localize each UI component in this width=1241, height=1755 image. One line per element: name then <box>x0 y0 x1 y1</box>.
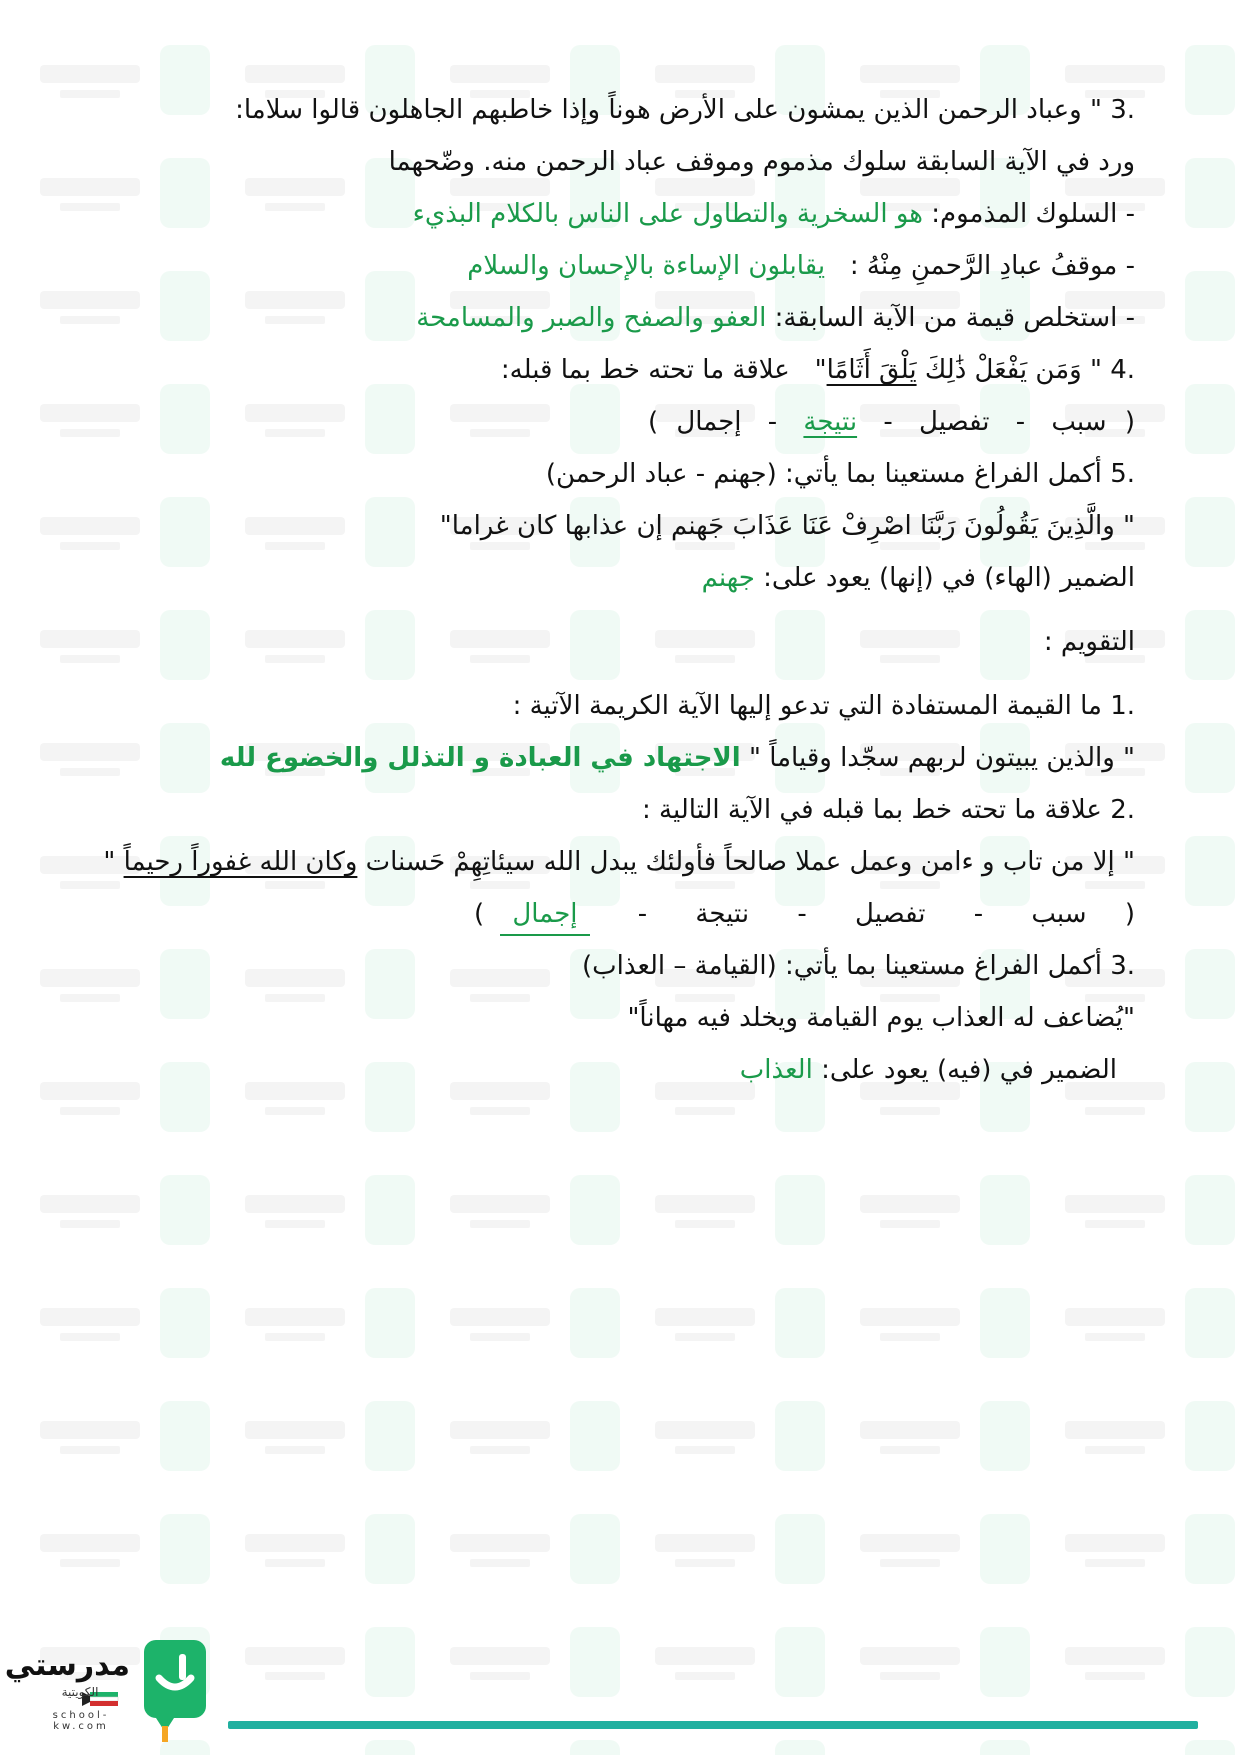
q4-choice-result-answer: نتيجة <box>803 407 858 437</box>
q4-quote-end: " <box>814 355 827 385</box>
watermark-logo-icon <box>20 1283 225 1373</box>
watermark-logo-icon <box>225 492 430 582</box>
taqweem-item-3-quote <box>627 998 1135 1038</box>
taqweem-item-1-answer: الاجتهاد في العبادة و التذلل والخضوع لله <box>219 743 741 773</box>
taqweem-item-2-close-paren: ) <box>473 899 485 929</box>
watermark-logo-icon <box>225 1735 430 1755</box>
q5-answer: جهنم <box>701 563 755 593</box>
logo-badge-icon <box>144 1640 206 1718</box>
watermark-logo-icon <box>20 1509 225 1599</box>
taqweem-item-2-text: علاقة ما تحته خط بما قبله في الآية التالية : <box>642 795 1102 825</box>
taqweem-item-3-answer: العذاب <box>739 1055 813 1085</box>
q5-quote <box>440 506 1135 546</box>
watermark-logo-icon <box>840 1622 1045 1712</box>
taqweem-item-1-quote <box>220 738 1135 778</box>
logo-subtitle: الكويتية <box>61 1685 99 1699</box>
q4-choices <box>648 402 1135 442</box>
taqweem-item-3-text: أكمل الفراغ مستعينا بما يأتي: (القيامة – العذاب) <box>581 951 1102 981</box>
watermark-logo-icon <box>1045 1735 1241 1755</box>
watermark-logo-icon <box>20 492 225 582</box>
taqweem-item-2-number: 2. <box>1110 795 1135 825</box>
q4-separator: - <box>767 407 778 437</box>
watermark-logo-icon <box>1045 1396 1241 1486</box>
watermark-logo-icon <box>225 1170 430 1260</box>
q4-line <box>501 350 1135 390</box>
watermark-logo-icon <box>20 1170 225 1260</box>
watermark-logo-icon <box>225 379 430 469</box>
watermark-logo-icon <box>430 1057 635 1147</box>
watermark-logo-icon <box>20 605 225 695</box>
watermark-logo-icon <box>225 605 430 695</box>
watermark-logo-icon <box>635 1396 840 1486</box>
taqweem-heading-text: التقويم : <box>1043 627 1135 657</box>
q3-line <box>235 90 1135 130</box>
watermark-logo-icon <box>225 1057 430 1147</box>
q4-quote-start: " وَمَن يَفْعَلْ ذَٰلِكَ <box>924 355 1102 385</box>
footer-divider <box>228 1721 1198 1729</box>
taqweem-item-2-open-paren: ( <box>1124 899 1135 929</box>
taqweem-choice-cause: سبب <box>1031 899 1087 929</box>
watermark-logo-icon <box>20 944 225 1034</box>
q4-underlined-text: يَلْقَ أَثَامًا <box>826 355 917 385</box>
taqweem-choice-summary-answer: إجمال <box>500 894 589 936</box>
watermark-logo-icon <box>20 379 225 469</box>
q4-choice-cause: سبب <box>1051 407 1107 437</box>
q3-bullet-1-answer: هو السخرية والتطاول على الناس بالكلام البذيء <box>412 199 923 229</box>
q3-bullet-3 <box>416 298 1135 338</box>
watermark-logo-icon <box>840 605 1045 695</box>
taqweem-item-1-text: ما القيمة المستفادة التي تدعو إليها الآية الكريمة الآتية : <box>512 691 1102 721</box>
q5-line <box>546 454 1135 494</box>
watermark-logo-icon <box>635 1170 840 1260</box>
q3-bullet-2 <box>467 246 1135 286</box>
watermark-logo-icon <box>20 1057 225 1147</box>
taqweem-item-3 <box>582 946 1135 986</box>
watermark-logo-icon <box>840 1170 1045 1260</box>
watermark-logo-icon <box>20 718 225 808</box>
q3-bullet-2-label: - موقفُ عبادِ الرَّحمنِ مِنْهُ : <box>849 251 1135 281</box>
taqweem-item-2 <box>642 790 1135 830</box>
watermark-logo-icon <box>430 1170 635 1260</box>
q4-close-paren: ) <box>647 407 659 437</box>
taqweem-separator: - <box>637 899 648 929</box>
q4-number: 4. <box>1110 355 1135 385</box>
watermark-logo-icon <box>225 266 430 356</box>
q3-bullet-2-answer: يقابلون الإساءة بالإحسان والسلام <box>467 251 826 281</box>
taqweem-item-2-quote-start: " إلا من تاب و ءامن وعمل عملا صالحاً فأولئك يبدل الله سيئاتِهِمْ حَسنات <box>365 847 1135 877</box>
q3-text: " وعباد الرحمن الذين يمشون على الأرض هوناً وإذا خاطبهم الجاهلون قالوا سلاما: <box>235 95 1102 125</box>
q4-open-paren: ( <box>1124 407 1135 437</box>
watermark-logo-icon <box>225 1509 430 1599</box>
q5-quote-text: " والَّذِينَ يَقُولُونَ رَبَّنَا اصْرِفْ عَنَا عَذَابَ جَهنم إن عذابها كان غراما" <box>439 511 1135 541</box>
logo-url: school-kw.com <box>52 1710 110 1732</box>
watermark-logo-icon <box>430 1509 635 1599</box>
q5-text: أكمل الفراغ مستعينا بما يأتي: (جهنم - عباد الرحمن) <box>545 459 1102 489</box>
taqweem-separator: - <box>973 899 984 929</box>
watermark-logo-icon <box>1045 1170 1241 1260</box>
watermark-logo-icon <box>635 605 840 695</box>
q5-answer-line <box>702 558 1135 598</box>
taqweem-item-3-label: الضمير في (فيه) يعود على: <box>821 1055 1117 1085</box>
watermark-logo-icon <box>430 1396 635 1486</box>
watermark-logo-icon <box>840 1396 1045 1486</box>
watermark-logo-icon <box>20 1396 225 1486</box>
watermark-logo-icon <box>225 944 430 1034</box>
taqweem-choice-detail: تفصيل <box>855 899 926 929</box>
taqweem-item-2-underlined: وكان الله غفوراً رحيماً <box>123 847 358 877</box>
watermark-logo-icon <box>20 40 225 130</box>
q4-separator: - <box>883 407 893 437</box>
watermark-logo-icon <box>635 1622 840 1712</box>
taqweem-item-3-quote-text: "يُضاعف له العذاب يوم القيامة ويخلد فيه مهاناً" <box>627 1003 1135 1033</box>
q3-bullet-1-label: - السلوك المذموم: <box>931 199 1135 229</box>
watermark-logo-icon <box>430 1735 635 1755</box>
q4-choice-detail: تفصيل <box>919 407 990 437</box>
taqweem-item-1-quote-text: " والذين يبيتون لربهم سجّدا وقياماً " <box>748 743 1135 773</box>
q4-choice-summary: إجمال <box>676 407 742 437</box>
q3-intro-text: ورد في الآية السابقة سلوك مذموم وموقف عباد الرحمن منه. وضّحهما <box>388 147 1135 177</box>
watermark-logo-icon <box>635 1283 840 1373</box>
watermark-logo-icon <box>635 1735 840 1755</box>
taqweem-separator: - <box>797 899 807 929</box>
q4-separator: - <box>1015 407 1026 437</box>
q4-question: علاقة ما تحته خط بما قبله: <box>500 355 790 385</box>
q3-intro <box>389 142 1135 182</box>
q3-number: 3. <box>1110 95 1135 125</box>
watermark-logo-icon <box>635 1509 840 1599</box>
taqweem-heading <box>1044 622 1135 662</box>
taqweem-item-3-answer-line <box>740 1050 1117 1090</box>
watermark-logo-icon <box>840 1735 1045 1755</box>
watermark-logo-icon <box>840 1509 1045 1599</box>
watermark-logo-icon <box>1045 1283 1241 1373</box>
watermark-logo-icon <box>20 153 225 243</box>
watermark-logo-icon <box>430 1622 635 1712</box>
watermark-logo-icon <box>225 1622 430 1712</box>
q5-number: 5. <box>1110 459 1135 489</box>
taqweem-item-3-number: 3. <box>1110 951 1135 981</box>
watermark-logo-icon <box>430 1283 635 1373</box>
taqweem-choice-result: نتيجة <box>695 899 750 929</box>
taqweem-item-1 <box>513 686 1135 726</box>
taqweem-item-1-number: 1. <box>1110 691 1135 721</box>
logo-name: مدرستي <box>4 1648 130 1683</box>
watermark-logo-icon <box>1045 1622 1241 1712</box>
taqweem-item-2-quote-end: " <box>103 847 116 877</box>
watermark-logo-icon <box>430 605 635 695</box>
taqweem-item-2-quote <box>103 842 1135 882</box>
q3-bullet-3-answer: العفو والصفح والصبر والمسامحة <box>416 303 767 333</box>
q3-bullet-1 <box>413 194 1135 234</box>
watermark-logo-icon <box>840 1283 1045 1373</box>
q3-bullet-3-label: - استخلص قيمة من الآية السابقة: <box>774 303 1135 333</box>
watermark-logo-icon <box>225 1283 430 1373</box>
taqweem-item-2-choices <box>474 894 1135 936</box>
q5-label: الضمير (الهاء) في (إنها) يعود على: <box>763 563 1135 593</box>
watermark-logo-icon <box>20 266 225 356</box>
watermark-logo-icon <box>1045 1509 1241 1599</box>
watermark-logo-icon <box>225 1396 430 1486</box>
